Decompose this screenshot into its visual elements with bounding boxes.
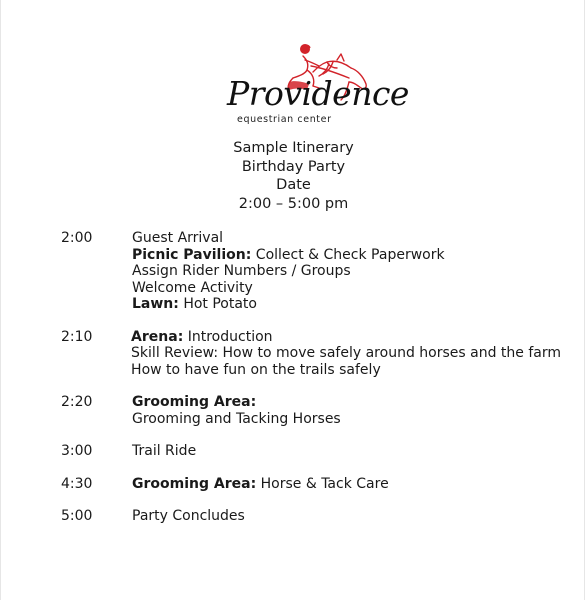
entry-time: 3:00: [61, 443, 93, 459]
itinerary-header: [1, 139, 585, 213]
entry-line: [132, 411, 561, 428]
entry-line: [132, 476, 561, 493]
entry-details: [132, 230, 561, 313]
entry-details: [131, 329, 561, 379]
activity-text: Assign Rider Numbers / Groups: [132, 263, 351, 279]
entry-details: [132, 508, 561, 525]
document-title: Sample Itinerary: [233, 140, 354, 156]
activity-text: Hot Potato: [178, 296, 257, 312]
entry-time: 4:30: [61, 475, 93, 492]
providence-logo: [223, 38, 409, 130]
entry-line: [132, 508, 561, 525]
entry-line: [132, 230, 561, 247]
location-label: Grooming Area:: [132, 394, 257, 410]
activity-text: Trail Ride: [132, 443, 197, 459]
activity-text: Welcome Activity: [132, 279, 253, 296]
activity-text: Party Concludes: [132, 508, 245, 524]
location-label: Arena:: [131, 328, 184, 345]
entry-time: 5:00: [61, 508, 93, 524]
entry-details: [132, 443, 561, 460]
activity-text: Guest Arrival: [132, 230, 224, 246]
event-date: Date: [276, 177, 311, 193]
schedule-entry: [61, 329, 561, 379]
schedule-entry: [61, 508, 561, 525]
entry-line: [131, 345, 561, 362]
entry-line: [132, 263, 561, 280]
schedule-entry: [61, 443, 561, 460]
entry-line: [131, 362, 561, 379]
entry-line: [132, 247, 561, 264]
activity-text: Grooming and Tacking Horses: [132, 410, 341, 427]
location-label: Picnic Pavilion:: [132, 246, 252, 263]
entry-time: 2:20: [61, 394, 93, 410]
activity-text: Introduction: [183, 328, 273, 345]
entry-line: [132, 296, 561, 313]
entry-line: [131, 329, 561, 346]
location-label: Lawn:: [132, 296, 179, 312]
entry-time: 2:00: [61, 230, 93, 246]
schedule-entry: [61, 230, 561, 313]
location-label: Grooming Area:: [132, 475, 257, 492]
entry-line: [132, 443, 561, 460]
activity-text: Horse & Tack Care: [256, 475, 389, 492]
activity-text: How to have fun on the trails safely: [131, 361, 381, 378]
event-name: Birthday Party: [241, 158, 346, 175]
event-time-range: 2:00 – 5:00 pm: [238, 195, 349, 212]
entry-details: [132, 394, 561, 427]
logo-wordmark: Providence: [227, 74, 409, 113]
entry-time: 2:10: [61, 328, 93, 345]
entry-line: [132, 394, 561, 411]
schedule-list: [61, 230, 561, 541]
schedule-entry: [61, 476, 561, 493]
entry-details: [132, 476, 561, 493]
activity-text: Skill Review: How to move safely around horses and the farm: [131, 345, 561, 361]
activity-text: Collect & Check Paperwork: [251, 246, 445, 263]
schedule-entry: [61, 394, 561, 427]
entry-line: [132, 280, 561, 297]
logo-tagline: equestrian center: [237, 114, 332, 125]
